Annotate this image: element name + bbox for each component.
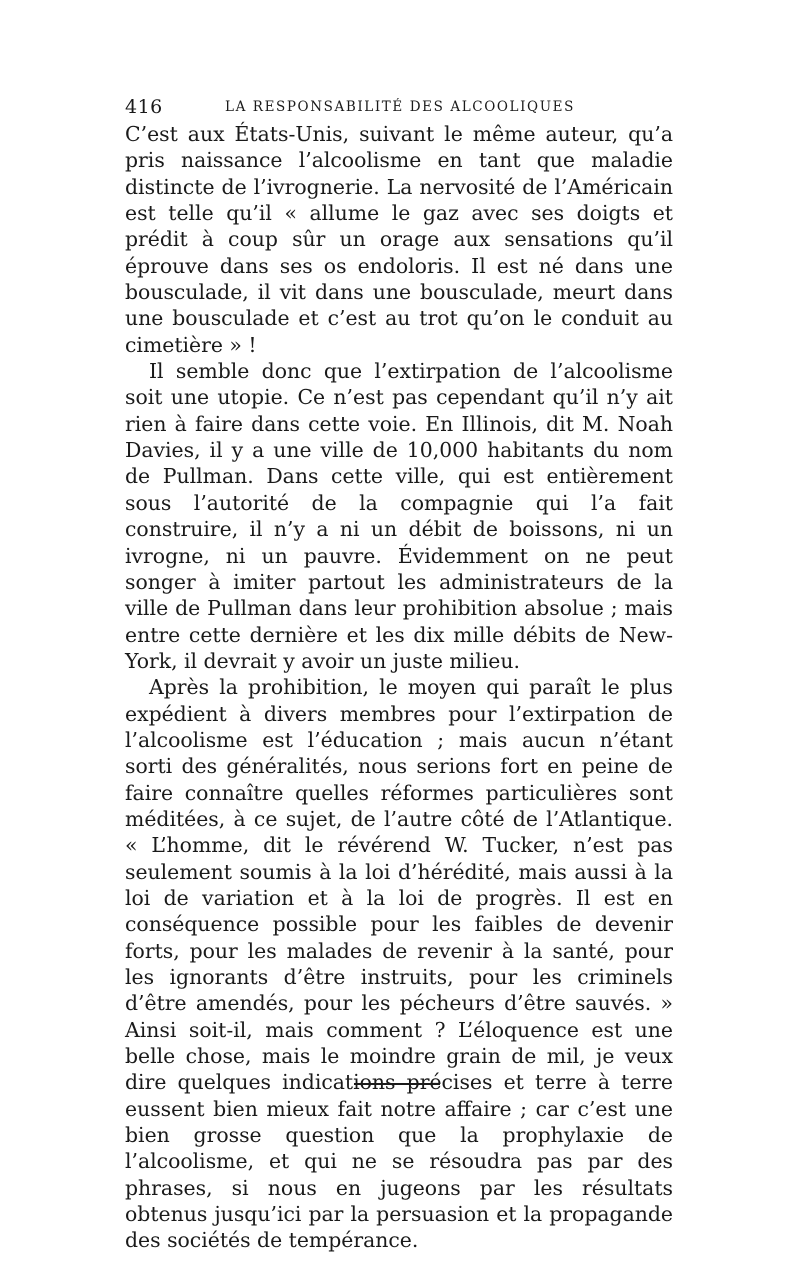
paragraph-2: Il semble donc que l’extirpation de l’alcoolisme soit une utopie. Ce n’est pas cependant qu’il n’y ait rien à faire dans cette voie. En Illinois, dit M. Noah Davies, il y a une ville de 10,000 habitants du nom de Pullman. Dans cette ville, qui est entièrement sous l’autorité de la compagnie qui l’a fait construire, il n’y a ni un débit de boissons, ni un ivrogne, ni un pauvre. Évidemment on ne peut songer à imiter partout les administrateurs de la ville de Pullman dans leur prohibition absolue ; mais entre cette dernière et les dix mille débits de New-York, il devrait y avoir un juste milieu. <box>125 359 673 673</box>
end-rule <box>354 1083 440 1085</box>
page-number: 416 <box>125 96 163 118</box>
paragraph-3: Après la prohibition, le moyen qui paraît le plus expédient à divers membres pour l’extirpation de l’alcoolisme est l’éducation ; mais aucun n’étant sorti des généralités, nous serions fort en peine de faire connaître quelles réformes particulières sont méditées, à ce sujet, de l’autre côté de l’Atlantique. « L’homme, dit le révérend W. Tucker, n’est pas seulement soumis à la loi d’hérédité, mais aussi à la loi de variation et à la loi de progrès. Il est en conséquence possible pour les faibles de devenir forts, pour les malades de revenir à la santé, pour les ignorants d’être instruits, pour les criminels d’être amendés, pour les pécheurs d’être sauvés. » Ainsi soit-il, mais comment ? L’éloquence est une belle chose, mais le moindre grain de mil, je veux dire quelques indications précises et terre à terre eussent bien mieux fait notre affaire ; car c’est une bien grosse question que la prophylaxie de l’alcoolisme, et qui ne se résoudra pas par des phrases, si nous en jugeons par les résultats obtenus jusqu’ici par la persuasion et la propagande des sociétés de tempérance. <box>125 675 673 1253</box>
paragraph-1: C’est aux États-Unis, suivant le même auteur, qu’a pris naissance l’alcoolisme en tant que maladie distincte de l’ivrognerie. La nervosité de l’Américain est telle qu’il « allume le gaz avec ses doigts et prédit à coup sûr un orage aux sensations qu’il éprouve dans ses os endoloris. Il est né dans une bousculade, il vit dans une bousculade, meurt dans une bousculade et c’est au trot qu’on le conduit au cimetière » ! <box>125 122 673 357</box>
running-head <box>125 96 673 118</box>
running-title: LA RESPONSABILITÉ DES ALCOOLIQUES <box>225 99 575 115</box>
